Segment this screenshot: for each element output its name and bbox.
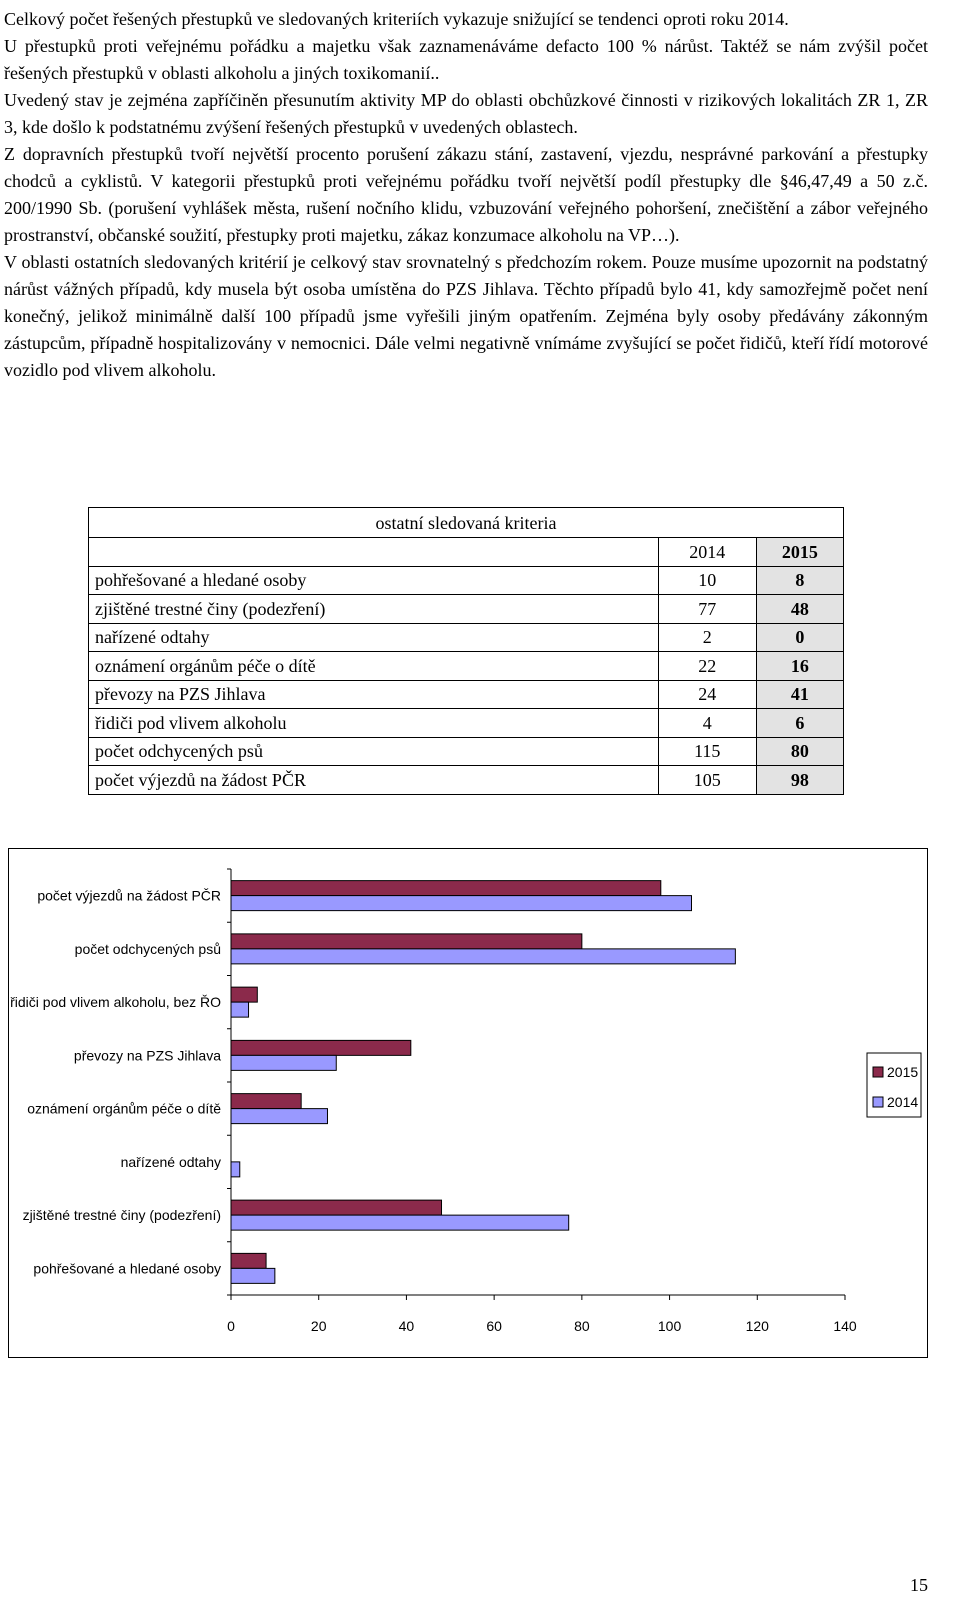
x-tick-label: 120 xyxy=(745,1318,769,1334)
bar-chart-svg xyxy=(9,849,929,1359)
row-value-2014: 10 xyxy=(658,566,756,595)
bar-2014 xyxy=(231,1162,240,1177)
row-label: počet výjezdů na žádost PČR xyxy=(89,766,659,795)
criteria-table xyxy=(88,507,844,795)
x-tick-label: 60 xyxy=(486,1318,502,1334)
paragraph-2: U přestupků proti veřejnému pořádku a majetku však zaznamenáváme defacto 100 % nárůst. Taktéž se nám zvýšil počet řešených přestupků v oblasti alkoholu a jiných toxikomanií.. xyxy=(4,36,928,83)
row-value-2014: 22 xyxy=(658,652,756,681)
paragraph-1: Celkový počet řešených přestupků ve sledovaných kriteriích vykazuje snižující se tendenci oproti roku 2014. xyxy=(4,9,789,29)
row-value-2014: 4 xyxy=(658,709,756,738)
category-label: zjištěné trestné činy (podezření) xyxy=(22,1207,221,1224)
table-row xyxy=(89,623,844,652)
bar-2015 xyxy=(231,934,582,949)
paragraph-5: V oblasti ostatních sledovaných kritérií je celkový stav srovnatelný s předchozím rokem. Pouze musíme upozornit na podstatný nárůst vážných případů, kdy musela být osoba umístěna do PZS Jihlava. Těchto případů bylo 41, kdy samozřejmě počet není konečný, jelikož minimálně další 100 případů jsme vyřešili jiným opatřením. Zejména byly osoby předávány zákonným zástupcům, případně hospitalizovány v nemocnici. Dále velmi negativně vnímáme zvyšující se počet řidičů, kteří řídí motorové vozidlo pod vlivem alkoholu. xyxy=(4,252,928,380)
table-row xyxy=(89,737,844,766)
bar-2015 xyxy=(231,1200,442,1215)
category-label: oznámení orgánům péče o dítě xyxy=(27,1100,221,1117)
row-value-2015: 0 xyxy=(756,623,843,652)
x-tick-label: 140 xyxy=(833,1318,857,1334)
row-value-2014: 115 xyxy=(658,737,756,766)
row-value-2014: 105 xyxy=(658,766,756,795)
x-tick-label: 80 xyxy=(574,1318,590,1334)
table-caption-row xyxy=(89,508,844,538)
bar-2015 xyxy=(231,881,661,896)
row-label: počet odchycených psů xyxy=(89,737,659,766)
bar-2015 xyxy=(231,1040,411,1055)
category-label: řidiči pod vlivem alkoholu, bez ŘO xyxy=(10,994,221,1011)
bar-2015 xyxy=(231,1094,301,1109)
bar-2014 xyxy=(231,1215,569,1230)
row-value-2015: 98 xyxy=(756,766,843,795)
bar-2014 xyxy=(231,896,692,911)
page-number: 15 xyxy=(910,1575,928,1595)
row-value-2015: 6 xyxy=(756,709,843,738)
x-tick-label: 20 xyxy=(310,1318,327,1334)
legend-swatch-2015 xyxy=(873,1067,883,1077)
header-2014: 2014 xyxy=(658,538,756,567)
category-label: pohřešované a hledané osoby xyxy=(33,1260,221,1277)
row-label: pohřešované a hledané osoby xyxy=(89,566,659,595)
header-label-cell xyxy=(89,538,659,567)
row-value-2014: 2 xyxy=(658,623,756,652)
bar-2014 xyxy=(231,949,735,964)
bar-2015 xyxy=(231,1253,266,1268)
category-label: počet odchycených psů xyxy=(74,940,221,957)
bar-2014 xyxy=(231,1055,336,1070)
legend-swatch-2014 xyxy=(873,1097,883,1107)
header-2015: 2015 xyxy=(756,538,843,567)
table-row xyxy=(89,595,844,624)
row-label: nařízené odtahy xyxy=(89,623,659,652)
row-label: oznámení orgánům péče o dítě xyxy=(89,652,659,681)
category-label: počet výjezdů na žádost PČR xyxy=(37,887,221,904)
x-tick-label: 40 xyxy=(398,1318,415,1334)
paragraph-3: Uvedený stav je zejména zapříčiněn přesunutím aktivity MP do oblasti obchůzkové činnosti v rizikových lokalitách ZR 1, ZR 3, kde došlo k podstatnému zvýšení řešených přestupků v uvedených oblastech. xyxy=(4,90,928,137)
row-value-2015: 80 xyxy=(756,737,843,766)
bar-chart xyxy=(8,848,928,1358)
table-row xyxy=(89,680,844,709)
table-caption: ostatní sledovaná kriteria xyxy=(89,508,844,538)
row-value-2015: 41 xyxy=(756,680,843,709)
legend-label-2015: 2015 xyxy=(887,1064,919,1080)
table-header-row xyxy=(89,538,844,567)
row-label: převozy na PZS Jihlava xyxy=(89,680,659,709)
row-value-2015: 16 xyxy=(756,652,843,681)
bar-2015 xyxy=(231,987,257,1002)
row-label: řidiči pod vlivem alkoholu xyxy=(89,709,659,738)
table-row xyxy=(89,766,844,795)
row-value-2015: 48 xyxy=(756,595,843,624)
table-row xyxy=(89,566,844,595)
table-row xyxy=(89,709,844,738)
bar-2014 xyxy=(231,1268,275,1283)
category-label: převozy na PZS Jihlava xyxy=(73,1047,221,1064)
category-label: nařízené odtahy xyxy=(120,1153,221,1170)
row-value-2014: 77 xyxy=(658,595,756,624)
bar-2014 xyxy=(231,1002,249,1017)
row-label: zjištěné trestné činy (podezření) xyxy=(89,595,659,624)
paragraph-4: Z dopravních přestupků tvoří největší procento porušení zákazu stání, zastavení, vjezdu, nesprávné parkování a přestupky chodců a cyklistů. V kategorii přestupků proti veřejnému pořádku tvoří největší podíl přestupky dle §46,47,49 a 50 z.č. 200/1990 Sb. (porušení vyhlášek města, rušení nočního klidu, vzbuzování veřejného pohoršení, znečištění a zábor veřejného prostranství, občanské soužití, přestupky proti majetku, zákaz konzumace alkoholu na VP…). xyxy=(4,144,928,245)
x-tick-label: 100 xyxy=(657,1318,682,1334)
bar-2014 xyxy=(231,1109,327,1124)
x-tick-label: 0 xyxy=(227,1318,235,1334)
row-value-2015: 8 xyxy=(756,566,843,595)
body-text xyxy=(4,6,928,384)
legend-label-2014: 2014 xyxy=(887,1094,919,1110)
row-value-2014: 24 xyxy=(658,680,756,709)
table-row xyxy=(89,652,844,681)
